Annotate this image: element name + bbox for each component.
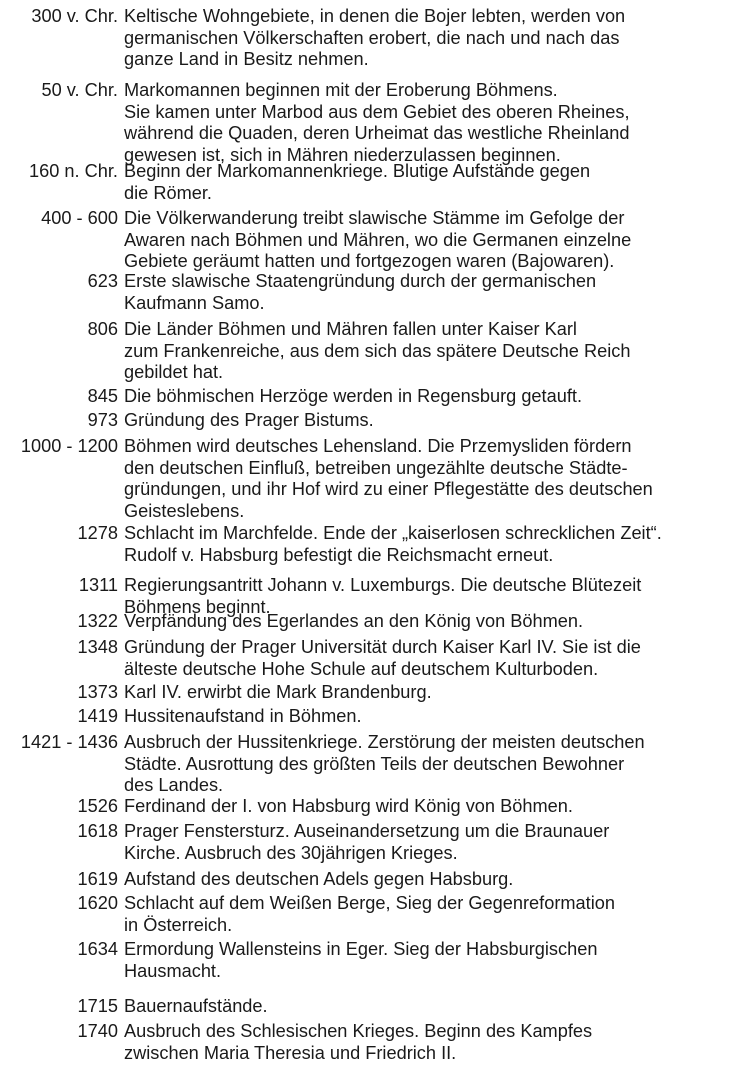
entry-text-line: zwischen Maria Theresia und Friedrich II. (124, 1042, 457, 1063)
entry-text-line: den deutschen Einfluß, betreiben ungezählte deutsche Städte- (124, 457, 628, 478)
entry-date: 1000 - 1200 (20, 436, 118, 456)
entry-date: 1619 (77, 869, 118, 889)
entry-date: 1740 (77, 1021, 118, 1041)
entry-text-line: Die Völkerwanderung treibt slawische Stämme im Gefolge der (124, 208, 625, 228)
entry-text-line: Schlacht im Marchfelde. Ende der „kaiserlosen schrecklichen Zeit“. (124, 523, 662, 543)
entry-text (124, 410, 728, 432)
entry-text-line: während die Quaden, deren Urheimat das westliche Rheinland (124, 123, 630, 143)
entry-text-line: zum Frankenreiche, aus dem sich das spätere Deutsche Reich (124, 340, 631, 361)
entry-text-line: Die böhmischen Herzöge werden in Regensburg getauft. (124, 386, 582, 406)
entry-text (124, 637, 728, 680)
entry-text (124, 523, 728, 566)
entry-text-line: in Österreich. (124, 914, 233, 935)
entry-text-line: Die Länder Böhmen und Mähren fallen unter Kaiser Karl (124, 319, 577, 339)
entry-date: 1715 (77, 996, 118, 1016)
entry-text-line: gründungen, und ihr Hof wird zu einer Pflegestätte des deutschen (124, 479, 653, 499)
entry-text-line: Rudolf v. Habsburg befestigt die Reichsmacht erneut. (124, 544, 554, 565)
entry-text (124, 1021, 728, 1064)
entry-date: 50 v. Chr. (41, 80, 118, 100)
entry-text-line: Kirche. Ausbruch des 30jährigen Krieges. (124, 842, 458, 863)
entry-text-line: Beginn der Markomannenkriege. Blutige Aufstände gegen (124, 161, 591, 181)
entry-date: 1618 (77, 821, 118, 841)
entry-text-line: Aufstand des deutschen Adels gegen Habsburg. (124, 869, 514, 889)
entry-date: 1421 - 1436 (20, 732, 118, 752)
entry-text-line: älteste deutsche Hohe Schule auf deutschem Kulturboden. (124, 658, 599, 679)
entry-text-line: Regierungsantritt Johann v. Luxemburgs. Die deutsche Blütezeit (124, 575, 642, 595)
entry-text (124, 706, 728, 728)
entry-text (124, 271, 728, 314)
entry-text (124, 208, 728, 273)
entry-text-line: Karl IV. erwirbt die Mark Brandenburg. (124, 682, 432, 702)
entry-text-line: gebildet hat. (124, 362, 224, 382)
entry-text (124, 893, 728, 936)
entry-text-line: Gründung des Prager Bistums. (124, 410, 374, 430)
entry-text-line: ganze Land in Besitz nehmen. (124, 49, 369, 69)
entry-text-line: Gebiete geräumt hatten und fortgezogen waren (Bajowaren). (124, 251, 615, 271)
entry-date: 806 (87, 319, 118, 339)
entry-date: 845 (87, 386, 118, 406)
entry-text-line: des Landes. (124, 775, 224, 795)
entry-date: 1373 (77, 682, 118, 702)
entry-text (124, 386, 728, 408)
entry-text (124, 732, 728, 797)
entry-text-line: Ausbruch der Hussitenkriege. Zerstörung der meisten deutschen (124, 732, 645, 752)
entry-text (124, 821, 728, 864)
entry-text-line: Schlacht auf dem Weißen Berge, Sieg der Gegenreformation (124, 893, 615, 913)
entry-text-line: Ermordung Wallensteins in Eger. Sieg der Habsburgischen (124, 939, 598, 959)
entry-text (124, 319, 728, 384)
entry-text (124, 996, 728, 1018)
entry-date: 160 n. Chr. (29, 161, 118, 181)
entry-date: 400 - 600 (41, 208, 118, 228)
entry-text (124, 682, 728, 704)
entry-date: 1311 (78, 575, 118, 595)
entry-text-line: Kaufmann Samo. (124, 292, 265, 313)
entry-text (124, 161, 728, 204)
entry-text-line: die Römer. (124, 182, 212, 203)
entry-text-line: Gründung der Prager Universität durch Kaiser Karl IV. Sie ist die (124, 637, 641, 657)
entry-date: 1526 (77, 796, 118, 816)
entry-date: 1348 (77, 637, 118, 657)
entry-text-line: Böhmens beginnt. (124, 596, 271, 617)
entry-text-line: Markomannen beginnen mit der Eroberung Böhmens. (124, 80, 558, 100)
entry-text (124, 869, 728, 891)
entry-text (124, 436, 728, 522)
entry-text-line: Awaren nach Böhmen und Mähren, wo die Germanen einzelne (124, 229, 632, 250)
entry-date: 973 (87, 410, 118, 430)
entry-date: 1620 (77, 893, 118, 913)
entry-text-line: Bauernaufstände. (124, 996, 268, 1016)
entry-text-line: germanischen Völkerschaften erobert, die nach und nach das (124, 27, 620, 48)
entry-text-line: Erste slawische Staatengründung durch der germanischen (124, 271, 597, 291)
entry-text (124, 796, 728, 818)
entry-text-line: Prager Fenstersturz. Auseinandersetzung um die Braunauer (124, 821, 610, 841)
entry-text-line: Keltische Wohngebiete, in denen die Bojer lebten, werden von (124, 6, 626, 26)
entry-date: 1278 (77, 523, 118, 543)
entry-text-line: Ausbruch des Schlesischen Krieges. Beginn des Kampfes (124, 1021, 593, 1041)
entry-text (124, 939, 728, 982)
entry-date: 1419 (77, 706, 118, 726)
entry-text (124, 611, 728, 633)
entry-date: 1322 (77, 611, 118, 631)
entry-date: 300 v. Chr. (31, 6, 118, 26)
entry-text-line: Hausmacht. (124, 960, 222, 981)
entry-text-line: Hussitenaufstand in Böhmen. (124, 706, 362, 726)
entry-text-line: gewesen ist, sich in Mähren niederzulassen beginnen. (124, 144, 561, 165)
entry-text (124, 80, 728, 166)
entry-date: 623 (87, 271, 118, 291)
entry-text-line: Städte. Ausrottung des größten Teils der deutschen Bewohner (124, 753, 625, 774)
entry-text-line: Böhmen wird deutsches Lehensland. Die Przemysliden fördern (124, 436, 632, 456)
entry-text-line: Geisteslebens. (124, 500, 245, 521)
entry-text-line: Verpfändung des Egerlandes an den König von Böhmen. (124, 611, 584, 631)
entry-date: 1634 (77, 939, 118, 959)
entry-text-line: Ferdinand der I. von Habsburg wird König von Böhmen. (124, 796, 573, 816)
entry-text-line: Sie kamen unter Marbod aus dem Gebiet des oberen Rheines, (124, 101, 630, 122)
entry-text (124, 6, 728, 71)
